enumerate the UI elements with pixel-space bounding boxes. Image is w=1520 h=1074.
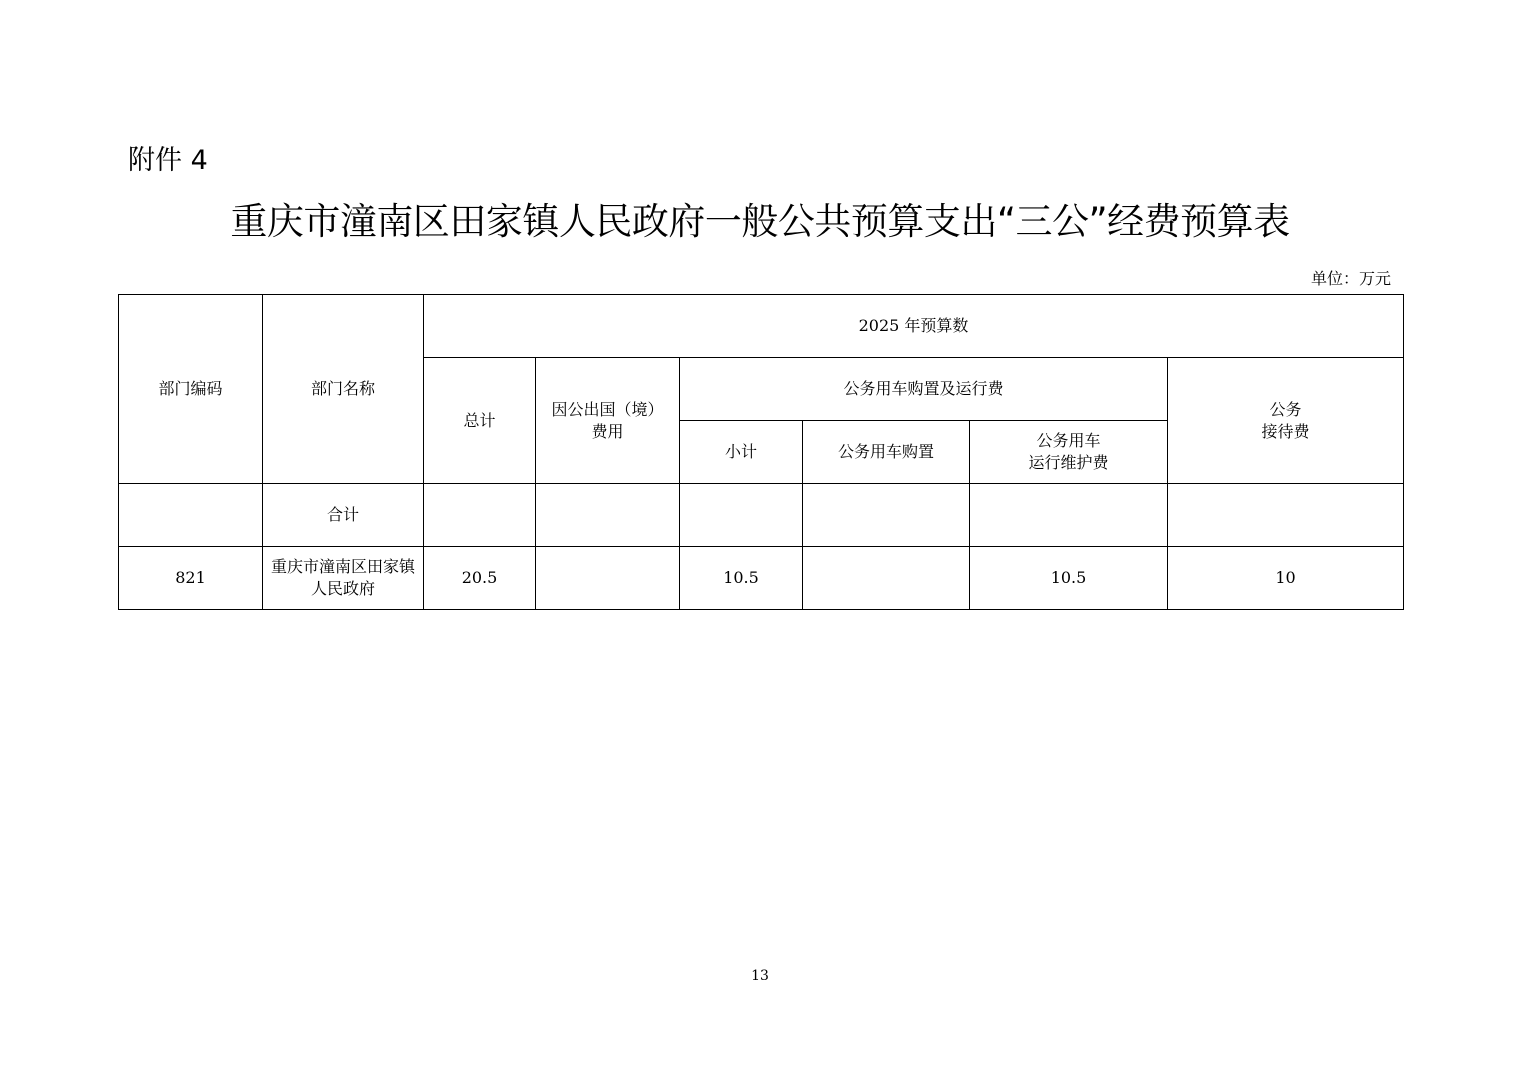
header-total: 总计 <box>424 358 536 484</box>
cell-dept-code: 821 <box>119 547 263 610</box>
cell-subtotal: 10.5 <box>680 547 803 610</box>
cell-abroad <box>536 484 680 547</box>
header-reception: 公务 接待费 <box>1168 358 1404 484</box>
header-row-1 <box>119 295 1404 358</box>
table-row <box>119 484 1404 547</box>
header-vehicle-group: 公务用车购置及运行费 <box>680 358 1168 421</box>
cell-total: 20.5 <box>424 547 536 610</box>
header-vehicle-operation: 公务用车 运行维护费 <box>970 421 1168 484</box>
header-dept-code: 部门编码 <box>119 295 263 484</box>
budget-table <box>118 294 1404 610</box>
header-dept-name: 部门名称 <box>263 295 424 484</box>
cell-reception: 10 <box>1168 547 1404 610</box>
cell-vehicle-purchase <box>803 547 970 610</box>
header-subtotal: 小计 <box>680 421 803 484</box>
unit-label: 单位：万元 <box>1310 269 1391 288</box>
cell-dept-name: 重庆市潼南区田家镇人民政府 <box>263 547 424 610</box>
cell-subtotal <box>680 484 803 547</box>
header-budget-year: 2025 年预算数 <box>424 295 1404 358</box>
table-row <box>119 547 1404 610</box>
cell-total <box>424 484 536 547</box>
cell-vehicle-operation <box>970 484 1168 547</box>
cell-reception <box>1168 484 1404 547</box>
page-number: 13 <box>751 968 769 984</box>
cell-vehicle-operation: 10.5 <box>970 547 1168 610</box>
cell-vehicle-purchase <box>803 484 970 547</box>
page-title: 重庆市潼南区田家镇人民政府一般公共预算支出“三公”经费预算表 <box>230 200 1290 243</box>
header-vehicle-purchase: 公务用车购置 <box>803 421 970 484</box>
attachment-label: 附件 4 <box>128 145 208 176</box>
cell-dept-name: 合计 <box>263 484 424 547</box>
cell-dept-code <box>119 484 263 547</box>
header-abroad: 因公出国（境） 费用 <box>536 358 680 484</box>
cell-abroad <box>536 547 680 610</box>
